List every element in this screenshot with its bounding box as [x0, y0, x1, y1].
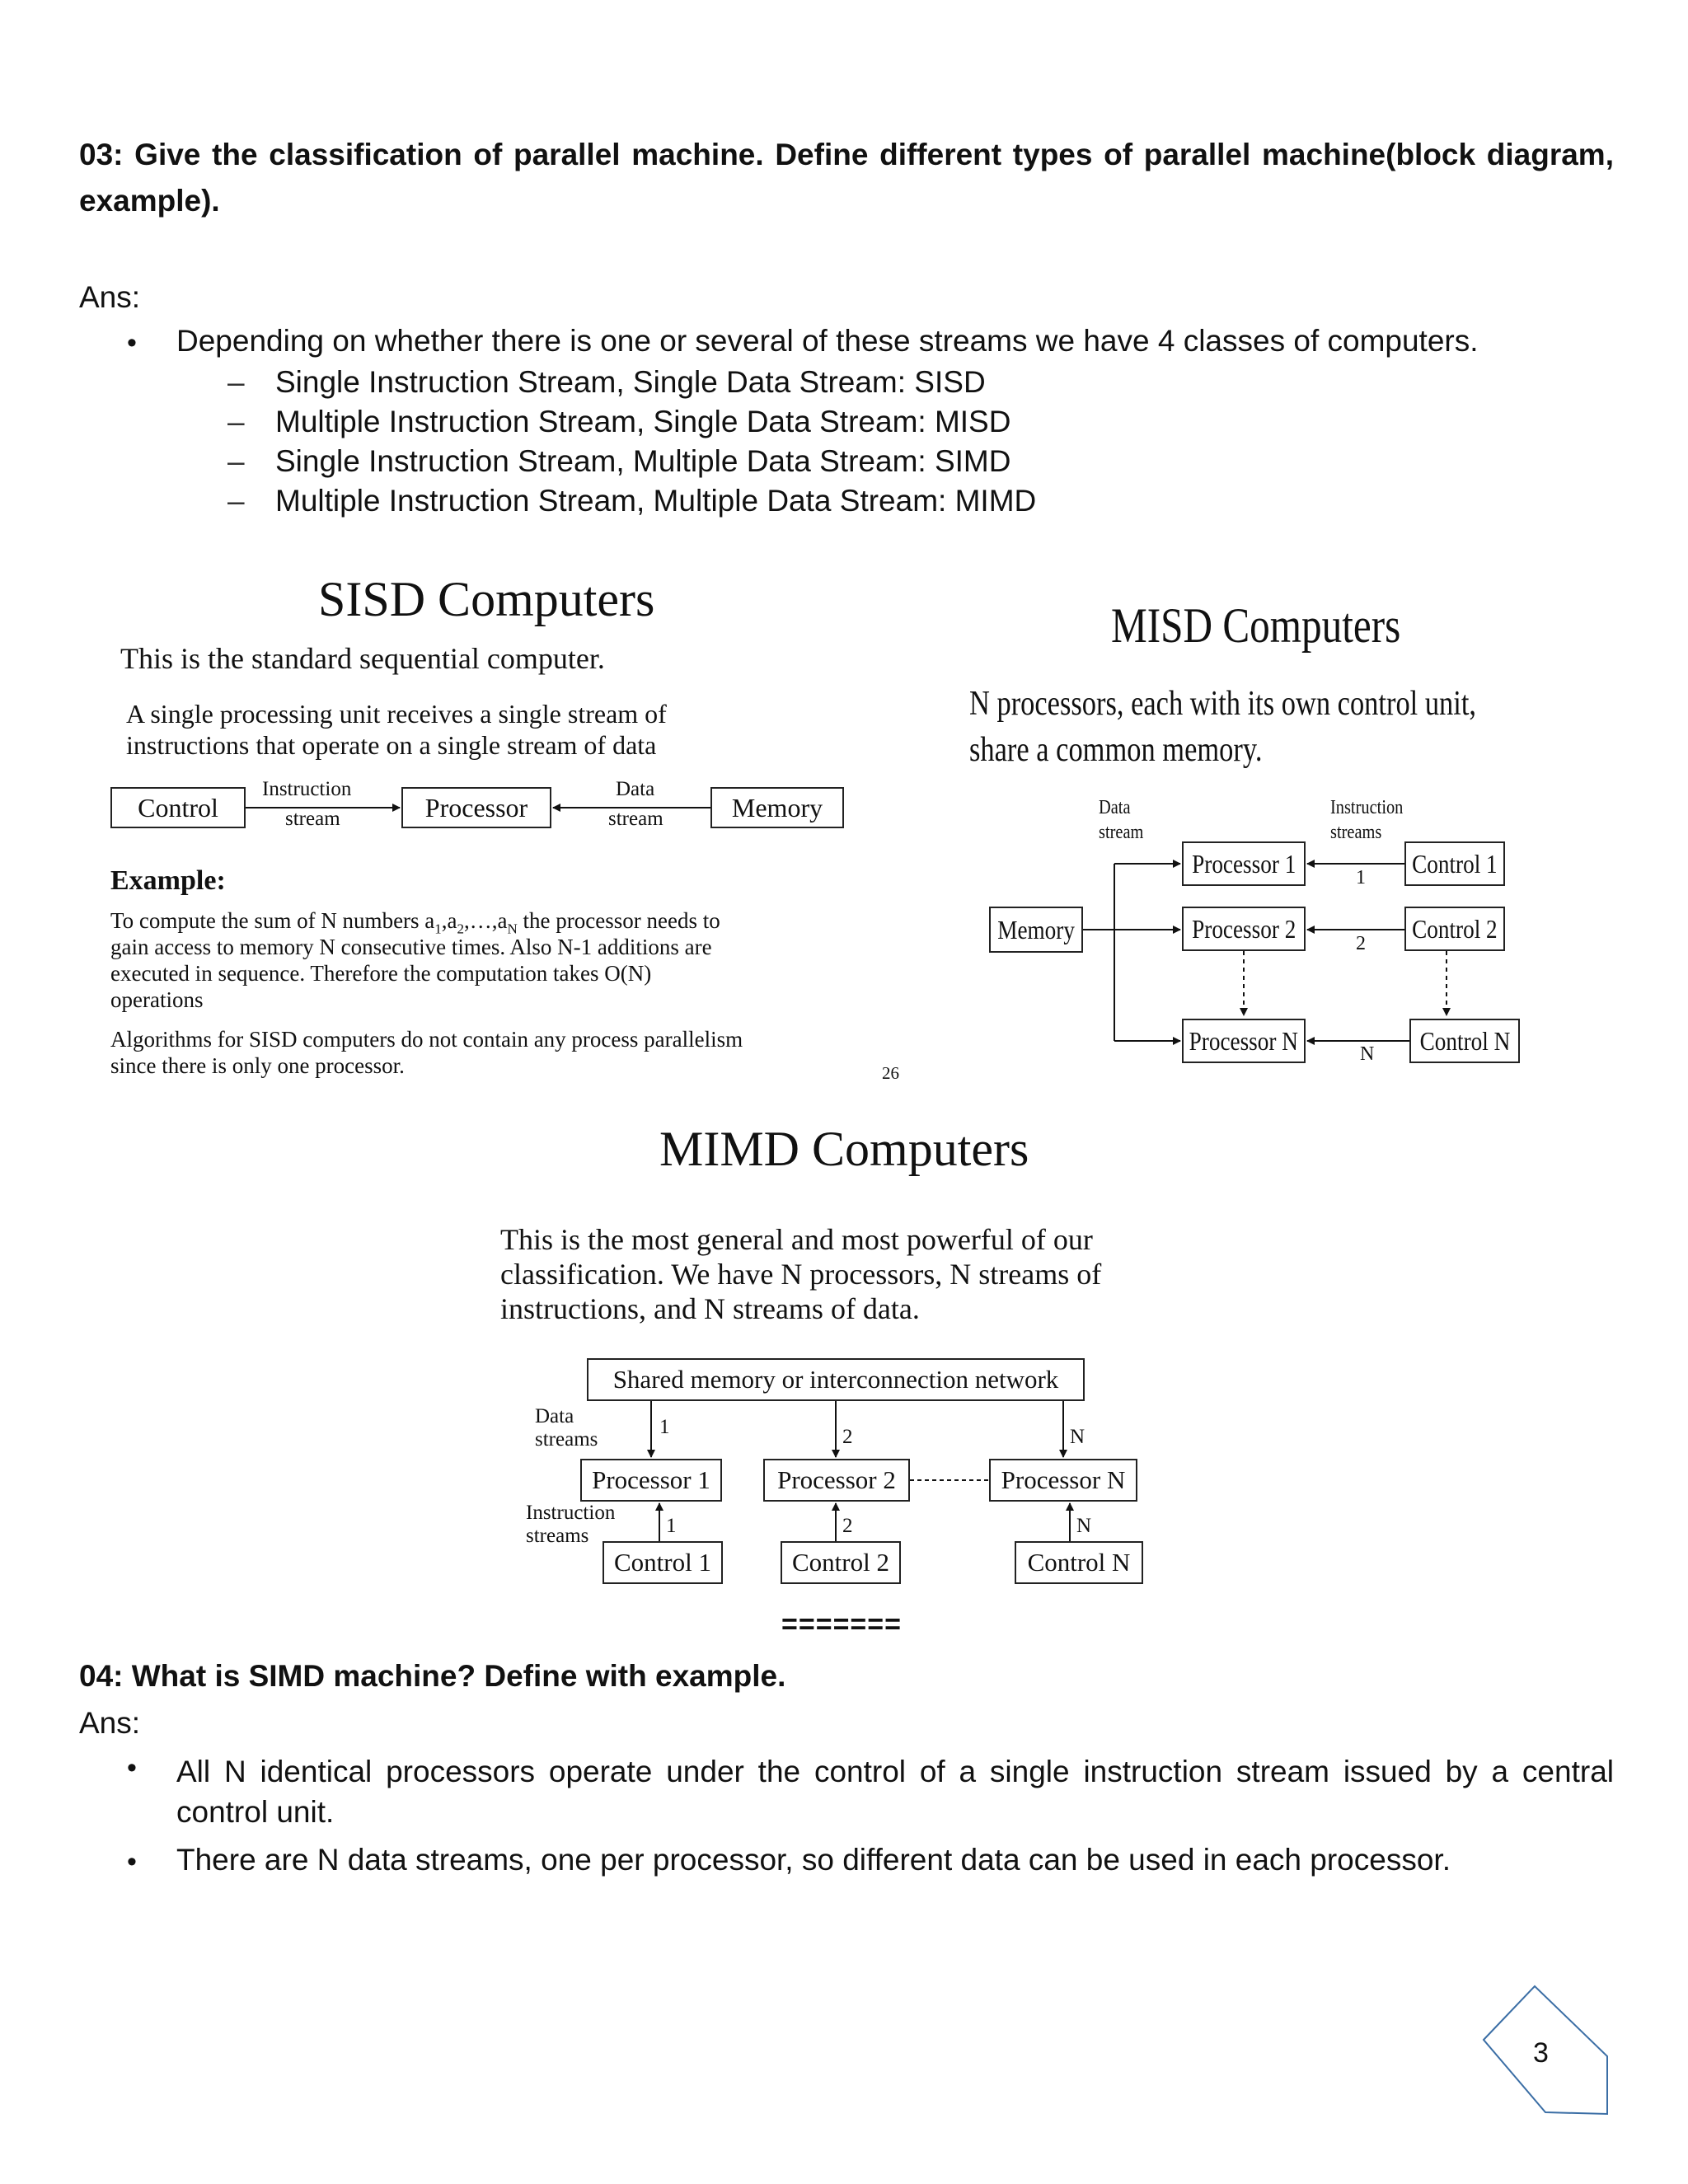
sisd-algo-line1: Algorithms for SISD computers do not contain any process parallelism: [110, 1027, 743, 1052]
question-3-title: 03: Give the classification of parallel machine. Define different types of parallel machine(block diagram, example).: [79, 138, 1614, 218]
mimd-instruction-stream-n: N: [1076, 1515, 1092, 1537]
simd-bullet1-line1: All N identical processors operate under the control of a single instruction stream issued by a central: [176, 1755, 1614, 1788]
misd-desc-line1: N processors, each with its own control unit,: [969, 685, 1477, 723]
page-number: 3: [1533, 2037, 1549, 2069]
dash-marker: –: [227, 444, 245, 478]
misd-title: MISD Computers: [1111, 598, 1401, 653]
mimd-desc-line2: classification. We have N processors, N streams of: [500, 1258, 1102, 1291]
misd-processor-1: Processor 1: [1182, 841, 1306, 886]
classification-intro: Depending on whether there is one or several of these streams we have 4 classes of computers.: [176, 324, 1479, 358]
sisd-instruction-label: Instruction: [262, 778, 352, 800]
class-mimd: Multiple Instruction Stream, Multiple Data Stream: MIMD: [275, 484, 1037, 518]
sisd-desc-line2: instructions that operate on a single stream of data: [126, 730, 657, 760]
mimd-control-2: Control 2: [781, 1541, 901, 1584]
mimd-data-stream-2: 2: [842, 1426, 853, 1448]
sisd-example-title: Example:: [110, 865, 226, 896]
sisd-processor-box: Processor: [401, 787, 551, 828]
mimd-control-n: Control N: [1015, 1541, 1143, 1584]
misd-processor-n: Processor N: [1182, 1019, 1306, 1063]
mimd-processor-n: Processor N: [989, 1459, 1137, 1502]
misd-processor-2: Processor 2: [1182, 907, 1306, 951]
mimd-instruction-label: Instruction: [526, 1502, 616, 1524]
misd-control-n: Control N: [1409, 1019, 1520, 1063]
class-sisd: Single Instruction Stream, Single Data Stream: SISD: [275, 365, 986, 399]
mimd-title: MIMD Computers: [659, 1122, 1029, 1176]
mimd-desc-line1: This is the most general and most powerful of our: [500, 1223, 1093, 1256]
bullet-marker: •: [127, 327, 137, 359]
sisd-example-line2: gain access to memory N consecutive times. Also N-1 additions are: [110, 935, 712, 959]
misd-memory-box: Memory: [989, 907, 1083, 953]
misd-control-2: Control 2: [1404, 907, 1505, 951]
class-misd: Multiple Instruction Stream, Single Data Stream: MISD: [275, 405, 1011, 438]
section-separator: =======: [781, 1609, 902, 1640]
mimd-data-stream-n: N: [1070, 1426, 1085, 1448]
sisd-example-line3: executed in sequence. Therefore the computation takes O(N): [110, 961, 652, 986]
mimd-data-streams-label: streams: [535, 1428, 598, 1451]
answer-label: Ans:: [79, 1706, 141, 1740]
sisd-title: SISD Computers: [318, 572, 655, 626]
mimd-desc-line3: instructions, and N streams of data.: [500, 1292, 920, 1325]
simd-bullet2: There are N data streams, one per processor, so different data can be used in each processor.: [176, 1843, 1451, 1877]
mimd-instruction-stream-2: 2: [842, 1515, 853, 1537]
question-4-title: 04: What is SIMD machine? Define with example.: [79, 1659, 786, 1693]
dash-marker: –: [227, 484, 245, 518]
sisd-data-label: Data: [616, 778, 655, 800]
sisd-example-line4: operations: [110, 987, 204, 1012]
mimd-instruction-streams-label: streams: [526, 1525, 589, 1547]
sisd-slide-number: 26: [882, 1063, 899, 1083]
mimd-processor-2: Processor 2: [763, 1459, 910, 1502]
simd-bullet1-line2: control unit.: [176, 1795, 335, 1829]
bullet-marker: •: [127, 1846, 137, 1877]
mimd-instruction-stream-1: 1: [666, 1515, 677, 1537]
sisd-subtitle: This is the standard sequential computer.: [120, 642, 605, 675]
misd-data-stream-label: stream: [1099, 822, 1144, 843]
sisd-algo-line2: since there is only one processor.: [110, 1053, 405, 1078]
sisd-data-stream-label: stream: [608, 808, 663, 830]
answer-label: Ans:: [79, 280, 141, 314]
misd-instruction-label: Instruction: [1330, 797, 1404, 818]
dash-marker: –: [227, 405, 245, 438]
bullet-marker: •: [127, 1752, 137, 1783]
misd-stream-number-n: N: [1360, 1043, 1375, 1065]
misd-instruction-streams-label: streams: [1330, 822, 1382, 843]
misd-desc-line2: share a common memory.: [969, 731, 1263, 769]
sisd-control-box: Control: [110, 787, 246, 828]
misd-stream-number-2: 2: [1356, 933, 1366, 954]
mimd-data-label: Data: [535, 1405, 574, 1427]
sisd-example-line1: To compute the sum of N numbers $a_1,a_2,\dots,a_N$ the processor needs to: [110, 908, 720, 937]
sisd-desc-line1: A single processing unit receives a single stream of: [126, 699, 667, 729]
dash-marker: –: [227, 365, 245, 399]
mimd-processor-1: Processor 1: [580, 1459, 722, 1502]
mimd-control-1: Control 1: [603, 1541, 723, 1584]
mimd-shared-memory-box: Shared memory or interconnection network: [587, 1358, 1085, 1401]
misd-stream-number-1: 1: [1356, 867, 1366, 888]
mimd-data-stream-1: 1: [659, 1416, 670, 1438]
misd-data-label: Data: [1099, 797, 1131, 818]
misd-control-1: Control 1: [1404, 841, 1505, 886]
sisd-instruction-stream-label: stream: [285, 808, 340, 830]
sisd-memory-box: Memory: [710, 787, 844, 828]
class-simd: Single Instruction Stream, Multiple Data Stream: SIMD: [275, 444, 1011, 478]
